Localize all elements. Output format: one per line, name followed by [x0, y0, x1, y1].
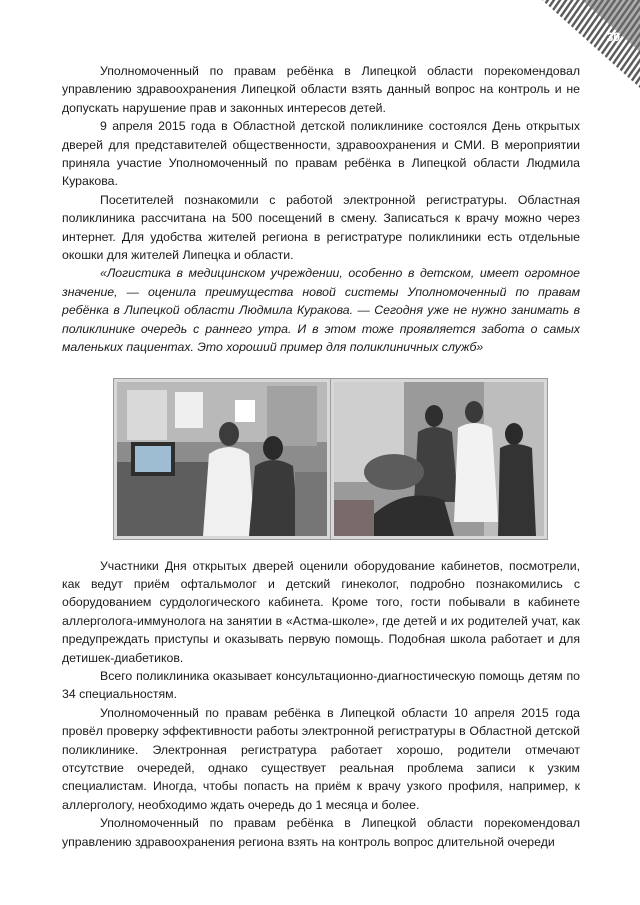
paragraph: Участники Дня открытых дверей оценили оборудование кабинетов, посмотрели, как ведут приём офтальмолог и детский гинеколог, подробно познакомились с оборудованием сурдологического кабинета. Кроме того, гости побывали в кабинете аллерголога-иммунолога на занятии в «Астма-школе», где детей и их родителей учат, как предупреждать приступы и оказывать первую помощь. Подобная школа работает и для детишек-диабетиков. [62, 558, 580, 665]
photo-row [62, 379, 580, 539]
paragraph: Посетителей познакомили с работой электронной регистратуры. Областная поликлиника рассчитана на 500 посещений в смену. Записаться к врачу можно через интернет. Для удобства жителей региона в регистратуре поликлиники есть отдельные окошки для жителей Липецка и области. [62, 192, 580, 263]
paragraph: Всего поликлиника оказывает консультационно-диагностическую помощь детям по 34 специальностям. [62, 668, 580, 702]
paragraph: Уполномоченный по правам ребёнка в Липецкой области порекомендовал управлению здравоохранения Липецкой области взять данный вопрос на контроль и не допускать нарушение прав и законных интересов детей. [62, 64, 580, 115]
quote-paragraph: «Логистика в медицинском учреждении, особенно в детском, имеет огромное значение, — оценила преимущества новой системы Уполномоченный по правам ребёнка в Липецкой области Людмила Куракова. — Сегодня уже не нужно занимать в поликлинике очередь с раннего утра. И в этом тоже проявляется забота о самых маленьких пациентах. Это хороший пример для поликлиничных служб» [62, 266, 580, 355]
paragraph: Уполномоченный по правам ребёнка в Липецкой области порекомендовал управлению здравоохранения региона взять на контроль вопрос длительной очереди [62, 816, 580, 849]
photo-clinic-office [114, 379, 330, 539]
photo-clinic-hall [331, 379, 547, 539]
paragraph: Уполномоченный по правам ребёнка в Липецкой области 10 апреля 2015 года провёл проверку эффективности работы электронной регистратуры в Областной детской поликлинике. Электронная регистратура работает хорошо, родители отмечают отсутствие очередей, однако существует реальная проблема записи к узким специалистам. Иногда, чтобы попасть на приём к врачу узкого профиля, например, к аллергологу, необходимо ждать очередь до 1 месяца и более. [62, 705, 580, 812]
article-body [62, 62, 580, 851]
paragraph: 9 апреля 2015 года в Областной детской поликлинике состоялся День открытых дверей для представителей общественности, здравоохранения и СМИ. В мероприятии приняла участие Уполномоченный по правам ребёнка в Липецкой области Людмила Куракова. [62, 119, 580, 189]
page-number: 30 [606, 30, 620, 44]
